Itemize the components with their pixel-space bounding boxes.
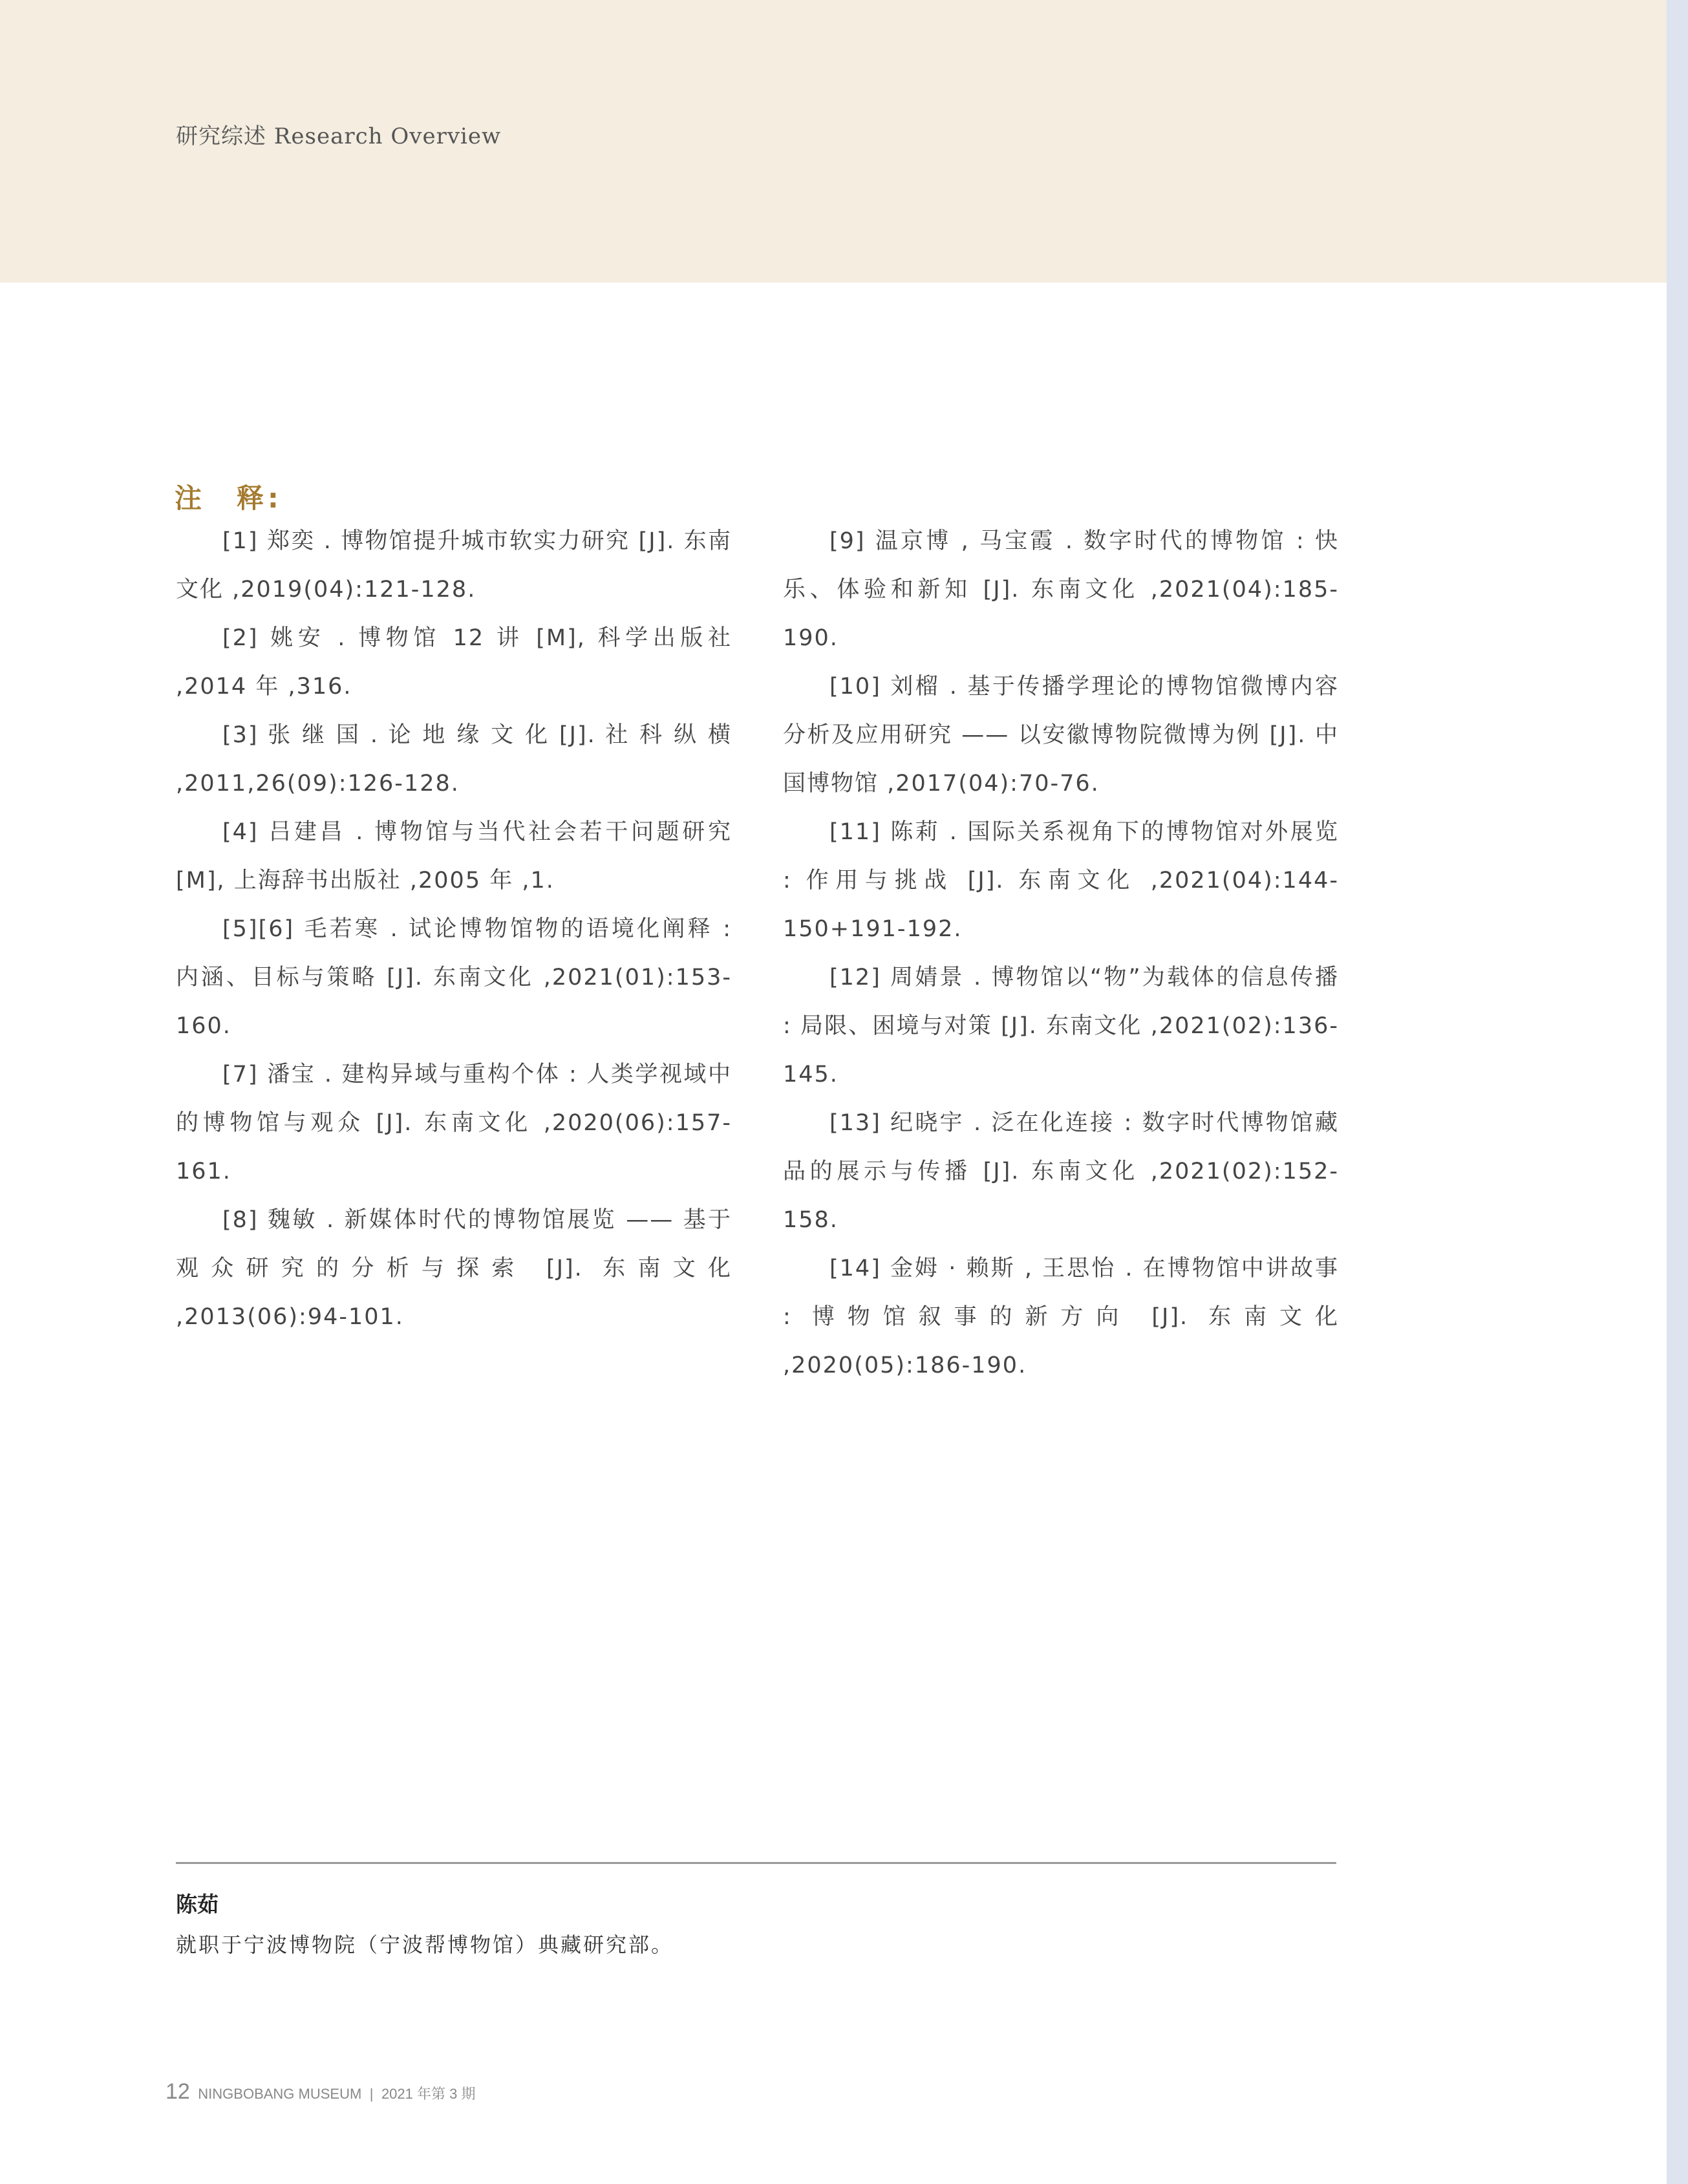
reference-item: [10] 刘榴 . 基于传播学理论的博物馆微博内容分析及应用研究 —— 以安徽博物院微博为例 [J]. 中国博物馆 ,2017(04):70-76. [783,674,1339,797]
references-left-column [176,517,732,1342]
notes-heading: 注 释: [175,482,283,514]
footer-separator: | [369,2086,374,2102]
reference-item: [11] 陈莉 . 国际关系视角下的博物馆对外展览 : 作用与挑战 [J]. 东南文化 ,2021(04):144-150+191-192. [783,819,1339,942]
reference-item: [9] 温京博 , 马宝霞 . 数字时代的博物馆 : 快乐、体验和新知 [J]. 东南文化 ,2021(04):185-190. [783,528,1339,651]
page-footer [166,2079,475,2104]
section-header: 研究综述 Research Overview [176,123,502,149]
author-name: 陈茹 [176,1892,219,1917]
journal-name: NINGBOBANG MUSEUM [198,2086,362,2102]
author-bio: 就职于宁波博物院（宁波帮博物馆）典藏研究部。 [176,1932,674,1957]
reference-item: [14] 金姆 · 赖斯 , 王思怡 . 在博物馆中讲故事 : 博物馆叙事的新方向 [J]. 东南文化 ,2020(05):186-190. [783,1256,1339,1378]
reference-item: [13] 纪晓宇 . 泛在化连接 : 数字时代博物馆藏品的展示与传播 [J]. 东南文化 ,2021(02):152-158. [783,1110,1339,1233]
reference-item: [2] 姚安 . 博物馆 12 讲 [M], 科学出版社 ,2014 年 ,316. [176,625,732,700]
page-edge-strip [1667,0,1688,2184]
reference-item: [3] 张 继 国 . 论 地 缘 文 化 [J]. 社 科 纵 横 ,2011,26(09):126-128. [176,722,732,797]
page-number: 12 [166,2079,190,2104]
reference-item: [7] 潘宝 . 建构异域与重构个体 : 人类学视域中的博物馆与观众 [J]. 东南文化 ,2020(06):157-161. [176,1062,732,1184]
reference-item: [12] 周婧景 . 博物馆以“物”为载体的信息传播 : 局限、困境与对策 [J]. 东南文化 ,2021(02):136-145. [783,965,1339,1087]
reference-item: [1] 郑奕 . 博物馆提升城市软实力研究 [J]. 东南文化 ,2019(04):121-128. [176,528,732,603]
issue-label: 2021 年第 3 期 [381,2086,476,2102]
author-divider [176,1862,1336,1864]
reference-item: [8] 魏敏 . 新媒体时代的博物馆展览 —— 基于观众研究的分析与探索 [J]. 东南文化 ,2013(06):94-101. [176,1207,732,1330]
references-right-column [783,517,1339,1390]
reference-item: [5][6] 毛若寒 . 试论博物馆物的语境化阐释 : 内涵、目标与策略 [J]. 东南文化 ,2021(01):153-160. [176,916,732,1039]
reference-item: [4] 吕建昌 . 博物馆与当代社会若干问题研究 [M], 上海辞书出版社 ,2005 年 ,1. [176,819,732,894]
